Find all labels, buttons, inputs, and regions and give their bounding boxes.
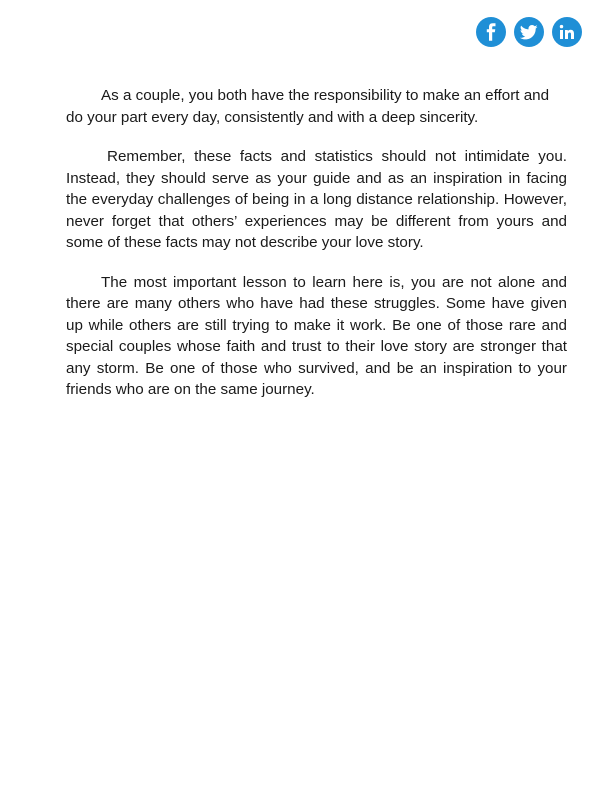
facebook-button[interactable] (476, 17, 506, 47)
facebook-icon (484, 23, 498, 41)
twitter-button[interactable] (514, 17, 544, 47)
social-share-bar (476, 17, 582, 47)
document-body (66, 85, 567, 419)
paragraph-important-lesson: The most important lesson to learn here is, you are not alone and there are many others who have had these struggles. Some have given up while others are still trying to make it work. Be one of those rare and special couples whose faith and trust to their love story are stronger that any storm. Be one of those who survived, and be an inspiration to your friends who are on the same journey. (66, 273, 567, 398)
paragraph-facts-statistics: Remember, these facts and statistics should not intimidate you. Instead, they should serve as your guide and as an inspiration in facing the everyday challenges of being in a long distance relationship. However, never forget that others’ experiences may be different from yours and some of these facts may not describe your love story. (66, 148, 567, 251)
linkedin-button[interactable] (552, 17, 582, 47)
linkedin-icon (559, 24, 575, 40)
paragraph-responsibility: As a couple, you both have the responsibility to make an effort and do your part every day, consistently and with a deep sincerity. (66, 87, 550, 126)
twitter-icon (520, 25, 538, 40)
